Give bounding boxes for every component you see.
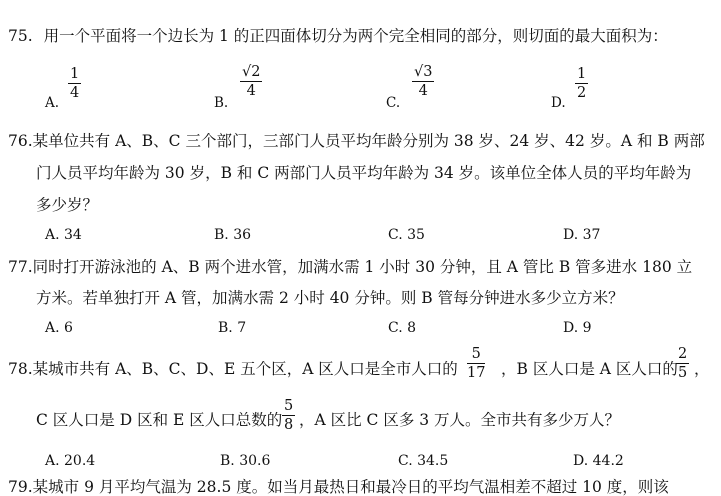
q78-fraction-2-numerator: 2 <box>678 346 688 362</box>
q75-text: 用一个平面将一个边长为 1 的正四面体切分为两个完全相同的部分，则切面的最大面积为： <box>43 27 668 45</box>
q75-option-b-numerator: √2 <box>242 64 261 80</box>
q75-option-a-fraction <box>68 67 81 101</box>
q75-option-a-denominator: 4 <box>70 85 80 101</box>
q75-option-c-label: C. <box>386 95 401 111</box>
q75-option-d-label: D. <box>551 95 566 111</box>
q75-stem <box>8 27 668 45</box>
q75-option-a-numerator: 1 <box>70 66 80 82</box>
q78-option-d: D. 44.2 <box>573 453 624 469</box>
q78-line-2-part-a: C 区人口是 D 区和 E 区人口总数的 <box>36 411 283 429</box>
q78-fraction-3-denominator: 8 <box>284 417 294 433</box>
q79-line-1: 79.某城市 9 月平均气温为 28.5 度。如当月最热日和最冷日的平均气温相差不超过 10 度，则该 <box>8 478 669 496</box>
q78-fraction-1 <box>467 347 485 381</box>
q75-option-b-fraction <box>240 65 262 99</box>
q77-line-2: 方米。若单独打开 A 管，加满水需 2 小时 40 分钟。则 B 管每分钟进水多少立方米？ <box>36 289 624 307</box>
q78-fraction-2 <box>676 347 689 381</box>
q78-fraction-1-denominator: 17 <box>467 365 486 381</box>
q78-line-1-part-b: ，B 区人口是 A 区人口的 <box>501 360 678 378</box>
q78-line-1-part-a: 78.某城市共有 A、B、C、D、E 五个区，A 区人口是全市人口的 <box>8 360 458 378</box>
q78-fraction-3 <box>282 399 295 433</box>
q78-option-c: C. 34.5 <box>398 453 449 469</box>
q76-option-b: B. 36 <box>214 227 252 243</box>
q77-option-b: B. 7 <box>218 320 247 336</box>
q75-option-d-fraction <box>575 67 588 101</box>
q75-option-b-label: B. <box>214 95 229 111</box>
q78-option-a: A. 20.4 <box>45 453 96 469</box>
q76-line-1: 76.某单位共有 A、B、C 三个部门，三部门人员平均年龄分别为 38 岁、24 岁、42 岁。A 和 B 两部 <box>8 132 705 150</box>
q75-option-c-fraction <box>412 65 434 99</box>
q77-option-d: D. 9 <box>563 320 592 336</box>
q75-option-d-denominator: 2 <box>577 85 587 101</box>
q76-option-c: C. 35 <box>388 227 425 243</box>
q78-line-1-part-c: ， <box>694 360 710 378</box>
q75-option-d-numerator: 1 <box>577 66 587 82</box>
q76-option-d: D. 37 <box>563 227 601 243</box>
q75-option-c-numerator: √3 <box>414 64 433 80</box>
q76-line-2: 门人员平均年龄为 30 岁，B 和 C 两部门人员平均年龄为 34 岁。该单位全体人员的平均年龄为 <box>36 164 692 182</box>
q75-option-b-denominator: 4 <box>246 83 256 99</box>
q75-option-c-denominator: 4 <box>418 83 428 99</box>
q76-option-a: A. 34 <box>45 227 82 243</box>
q78-option-b: B. 30.6 <box>220 453 271 469</box>
q78-fraction-2-denominator: 5 <box>678 365 688 381</box>
q76-line-3: 多少岁？ <box>36 196 99 214</box>
q77-option-a: A. 6 <box>45 320 73 336</box>
q75-option-a-label: A. <box>45 95 60 111</box>
q78-fraction-1-numerator: 5 <box>471 346 481 362</box>
q75-number: 75. <box>8 27 33 45</box>
q78-fraction-3-numerator: 5 <box>284 398 294 414</box>
q78-line-2-part-b: ，A 区比 C 区多 3 万人。全市共有多少万人？ <box>299 411 621 429</box>
q77-line-1: 77.同时打开游泳池的 A、B 两个进水管，加满水需 1 小时 30 分钟，且 A 管比 B 管多进水 180 立 <box>8 258 693 276</box>
q77-option-c: C. 8 <box>388 320 417 336</box>
